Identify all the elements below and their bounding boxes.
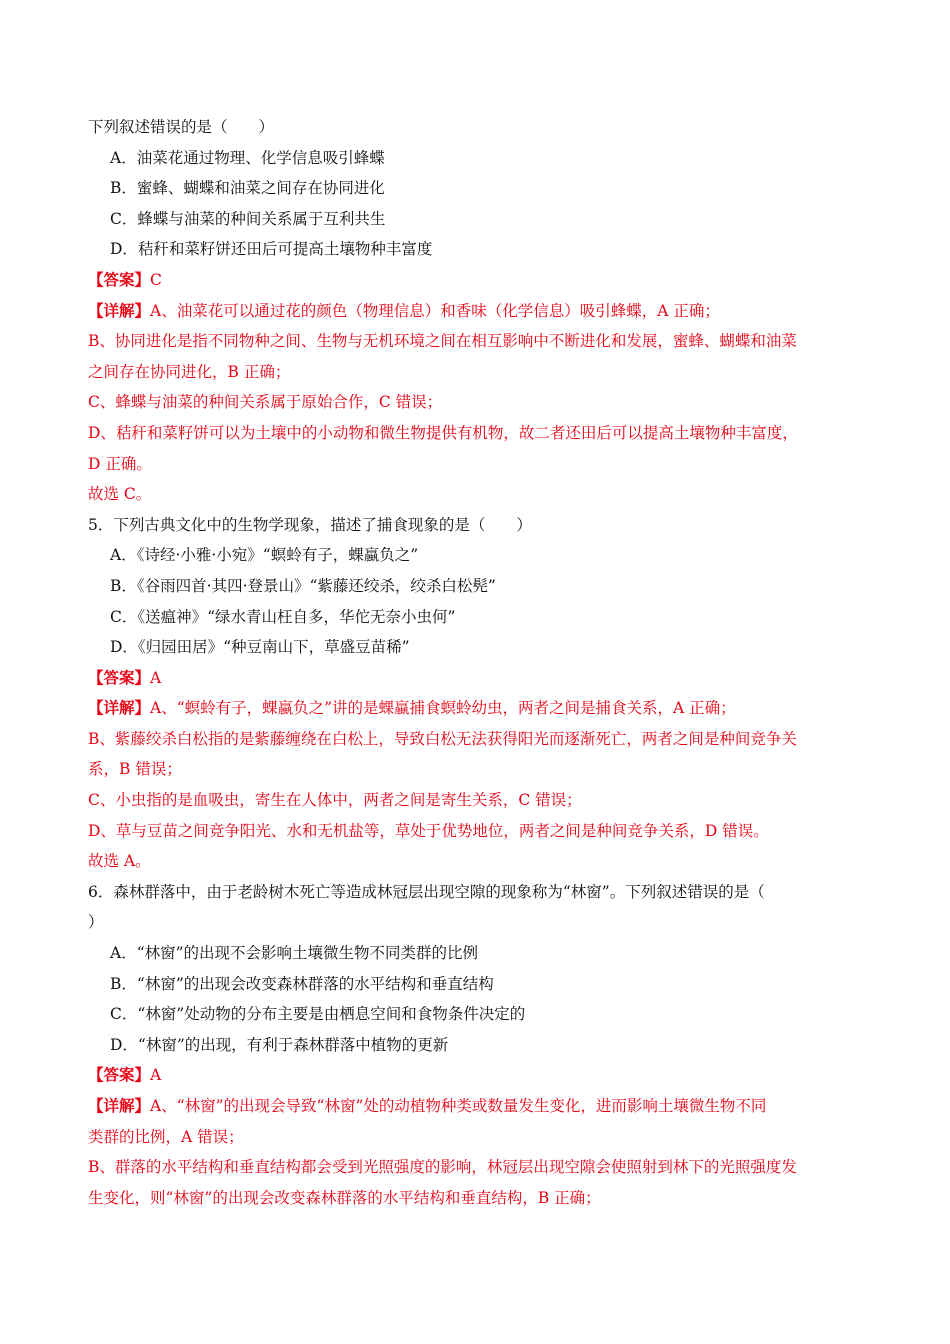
detail-tag: 【详解】 — [88, 300, 151, 320]
detail-tag: 【详解】 — [88, 698, 151, 718]
q5-detail-line: C、小虫指的是血吸虫，寄生在人体中，两者之间是寄生关系，C 错误； — [88, 791, 582, 810]
q5-conclusion: 故选 A。 — [88, 852, 151, 871]
q5-detail-line — [88, 693, 858, 724]
q4-option-b: B．蜜蜂、蝴蝶和油菜之间存在协同进化 — [110, 179, 385, 198]
q6-option-b: B．“林窗”的出现会改变森林群落的水平结构和垂直结构 — [110, 974, 494, 993]
q6-stem-cont: ） — [88, 913, 104, 932]
detail-tag: 【详解】 — [88, 1096, 151, 1115]
q4-answer — [88, 265, 858, 296]
q5-stem: 5．下列古典文化中的生物学现象，描述了捕食现象的是（ ） — [88, 515, 532, 534]
q4-option-c: C．蜂蝶与油菜的种间关系属于互利共生 — [110, 209, 386, 228]
detail-text: A、“林窗”的出现会导致“林窗”处的动植物种类或数量发生变化，进而影响土壤微生物不同 — [150, 1097, 767, 1115]
answer-value: C — [150, 270, 162, 289]
answer-tag: 【答案】 — [88, 269, 151, 289]
q6-detail-line: 类群的比例，A 错误； — [88, 1127, 244, 1146]
q4-detail-line: D、秸秆和菜籽饼可以为土壤中的小动物和微生物提供有机物，故二者还田后可以提高土壤物种丰富度， — [88, 423, 798, 442]
q6-option-a: A．“林窗”的出现不会影响土壤微生物不同类群的比例 — [110, 944, 479, 963]
q5-option-c: C．《送瘟神》“绿水青山枉自多，华佗无奈小虫何” — [110, 607, 456, 626]
detail-text: A、油菜花可以通过花的颜色（物理信息）和香味（化学信息）吸引蜂蝶，A 正确； — [150, 301, 720, 320]
answer-value: A — [150, 668, 162, 687]
document-page — [88, 112, 858, 1213]
q5-detail-line: D、草与豆苗之间竞争阳光、水和无机盐等，草处于优势地位，两者之间是种间竞争关系，D 错误。 — [88, 821, 769, 840]
q4-option-a: A．油菜花通过物理、化学信息吸引蜂蝶 — [110, 148, 385, 167]
q4-detail-line: C、蜂蝶与油菜的种间关系属于原始合作，C 错误； — [88, 393, 443, 412]
answer-value: A — [150, 1066, 162, 1085]
q4-conclusion: 故选 C。 — [88, 485, 152, 504]
q5-detail-line: 系，B 错误； — [88, 760, 182, 779]
q6-detail-line: B、群落的水平结构和垂直结构都会受到光照强度的影响，林冠层出现空隙会使照射到林下的光照强度发 — [88, 1158, 797, 1177]
q4-detail-line: D 正确。 — [88, 454, 152, 473]
q6-stem: 6．森林群落中，由于老龄树木死亡等造成林冠层出现空隙的现象称为“林窗”。下列叙述错误的是（ — [88, 882, 765, 901]
q6-answer — [88, 1060, 858, 1091]
q5-answer — [88, 663, 858, 694]
q5-option-b: B．《谷雨四首·其四·登景山》“紫藤还绞杀，绞杀白松髡” — [110, 576, 496, 595]
answer-tag: 【答案】 — [88, 667, 151, 687]
q4-detail-line: B、协同进化是指不同物种之间、生物与无机环境之间在相互影响中不断进化和发展，蜜蜂、蝴蝶和油菜 — [88, 332, 797, 351]
q6-detail-line: 生变化，则“林窗”的出现会改变森林群落的水平结构和垂直结构，B 正确； — [88, 1188, 601, 1207]
detail-text: A、“螟蛉有子，蜾蠃负之”讲的是蜾蠃捕食螟蛉幼虫，两者之间是捕食关系，A 正确； — [150, 699, 736, 718]
answer-tag: 【答案】 — [88, 1065, 151, 1085]
q5-detail-line: B、紫藤绞杀白松指的是紫藤缠绕在白松上，导致白松无法获得阳光而逐渐死亡，两者之间是种间竞争关 — [88, 729, 797, 748]
q4-detail-line — [88, 296, 858, 327]
q4-option-d: D．秸秆和菜籽饼还田后可提高土壤物种丰富度 — [110, 240, 433, 259]
q4-detail-line: 之间存在协同进化，B 正确； — [88, 362, 291, 381]
q4-stem: 下列叙述错误的是（ ） — [88, 118, 275, 136]
q5-option-a: A．《诗经·小雅·小宛》“螟蛉有子，蜾蠃负之” — [110, 546, 419, 565]
q6-detail-line — [88, 1091, 858, 1122]
q5-option-d: D．《归园田居》“种豆南山下，草盛豆苗稀” — [110, 638, 410, 657]
q6-option-c: C．“林窗”处动物的分布主要是由栖息空间和食物条件决定的 — [110, 1005, 526, 1024]
q6-option-d: D．“林窗”的出现，有利于森林群落中植物的更新 — [110, 1035, 449, 1054]
